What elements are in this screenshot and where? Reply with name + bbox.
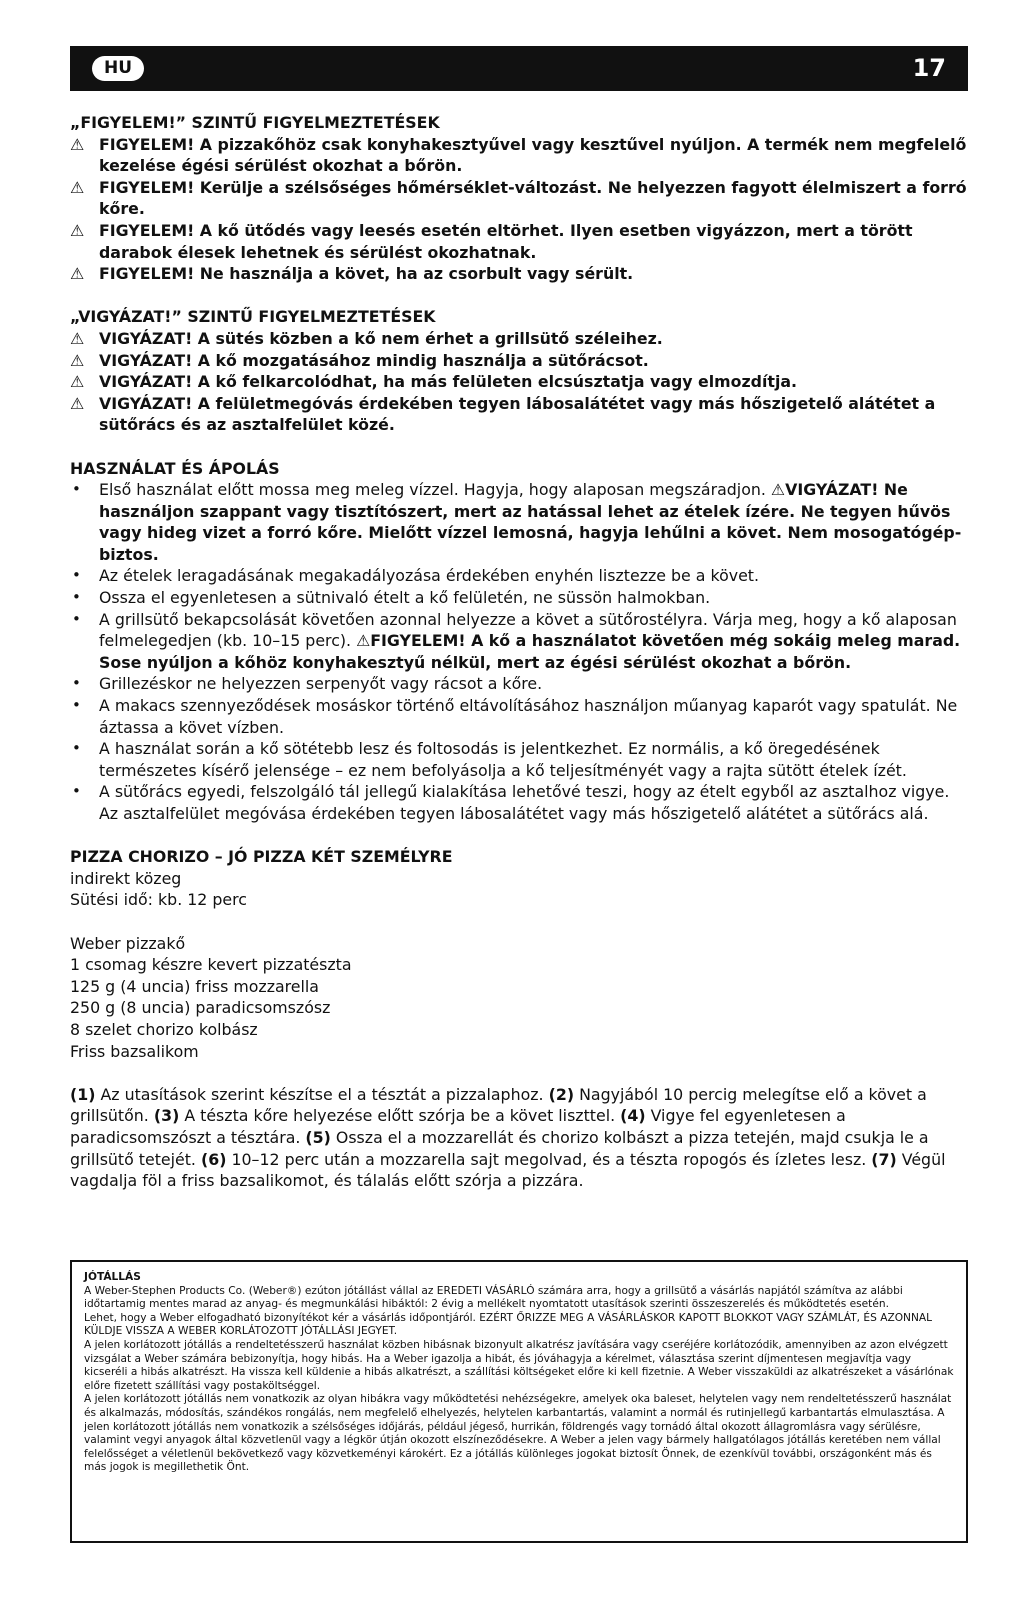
caution-section-title: „VIGYÁZAT!” SZINTŰ FIGYELMEZTETÉSEK — [70, 307, 436, 327]
page-number: 17 — [912, 54, 946, 82]
ingredient-item: Friss bazsalikom — [70, 1041, 199, 1061]
warranty-paragraph: Lehet, hogy a Weber elfogadható bizonyítékot kér a vásárlás időpontjáról. EZÉRT ŐRIZZE MEG A VÁSÁRLÁSKOR KAPOTT BLOKKOT VAGY SZÁMLÁT, ÉS AZONNAL KÜLDJE VISSZA A WEBER KORLÁTOZOTT JÓTÁLLÁSI JEGYET. — [84, 1311, 933, 1338]
list-item: • Az ételek leragadásának megakadályozása érdekében enyhén lisztezze be a követ. — [72, 566, 760, 586]
warning-triangle-icon: ⚠ — [70, 264, 85, 284]
step-number: (2) — [548, 1084, 575, 1104]
warranty-paragraph: A jelen korlátozott jótállás nem vonatkozik az olyan hibákra vagy működtetési nehézségekre, amelyek oka baleset, helytelen vagy nem rendeltetésszerű használat és alkalmazás, módosítás, szándékos rongálás, nem megfelelő elhelyezés, helytelen karbantartás, valamint a normál és rutinjellegű karbantartás elmulasztása. A jelen korlátozott jótállás nem vonatkozik a szélsőséges időjárás, például jégeső, hurrikán, földrengés vagy tornádó által okozott állagromlásra vagy sérülésre, valamint vegyi anyagok által közvetlenül vagy a légkör útján okozott elszíneződésekre. A Weber a jelen vagy bármely hallgatólagos jótállás keretében nem vállal felelősséget a véletlenül bekövetkező vagy közvetkeményi károkért. Ez a jótállás különleges jogokat biztosít Önnek, de ezenkívül további, országonként más és más jogok is megillethetik Önt. — [84, 1393, 952, 1474]
list-item: • Ossza el egyenletesen a sütnivaló ételt a kő felületén, ne süssön halmokban. — [72, 588, 711, 608]
caution-item: ⚠ VIGYÁZAT! A kő felkarcolódhat, ha más felületen elcsúsztatja vagy elmozdítja. — [70, 372, 798, 392]
warning-triangle-icon: ⚠ — [70, 134, 85, 154]
warning-triangle-icon: ⚠ — [70, 328, 85, 348]
ingredient-item: 125 g (4 uncia) friss mozzarella — [70, 976, 319, 996]
caution-item: ⚠ VIGYÁZAT! A sütés közben a kő nem érhet a grillsütő széleihez. — [70, 328, 663, 348]
step-number: (5) — [305, 1127, 331, 1147]
warranty-title: JÓTÁLLÁS — [84, 1271, 141, 1283]
warranty-paragraph: A jelen korlátozott jótállás a rendeltetésszerű használat közben hibásnak bizonyult alkatrész javítására vagy cseréjére korlátozódik, amennyiben az azon elvégzett vizsgálat a Weber számára bebizonyítja, hogy hibás. Ha a Weber igazolja a hibát, és jóváhagyja a kérelmet, választása szerint díjmentesen megjavítja vagy kicseréli a hibás alkatrészt. Ha vissza kell küldenie a hibás alkatrészt, a szállítási költségeket előre ki kell fizetnie. A Weber visszaküldi az alkatrészeket a vásárlónak előre fizetett szállítási vagy postaköltséggel. — [84, 1338, 954, 1392]
step-number: (1) — [70, 1084, 96, 1104]
step-text: Vigye fel egyenletesen a paradicsomszószt a tésztára. — [70, 1106, 846, 1147]
step-number: (6) — [200, 1149, 227, 1169]
list-item: • A használat során a kő sötétebb lesz és foltosodás is jelentkezhet. Ez normális, a kő öregedésének természetes kísérő jelensége – ez nem befolyásolja a kő teljesítményét vagy a rajta sütött ételek ízét. — [72, 739, 907, 780]
ingredient-item: Weber pizzakő — [70, 933, 186, 953]
warning-triangle-icon: ⚠ — [70, 350, 85, 370]
recipe-time: Sütési idő: kb. 12 perc — [70, 890, 247, 910]
step-text: Ossza el a mozzarellát és chorizo kolbászt a pizza tetején, majd csukja le a grillsütő tetejét. — [70, 1127, 929, 1169]
list-item: • A makacs szennyeződések mosáskor történő eltávolításához használjon műanyag kaparót vagy spatulát. Ne áztassa a követ vízben. — [72, 696, 958, 737]
bullet-icon: • — [72, 696, 81, 715]
care-list — [70, 479, 968, 825]
ingredient-item: 8 szelet chorizo kolbász — [70, 1019, 258, 1039]
page-header — [70, 46, 968, 91]
ingredient-item: 1 csomag készre kevert pizzatészta — [70, 955, 352, 975]
recipe-method: indirekt közeg — [70, 868, 182, 888]
bullet-icon: • — [72, 674, 81, 693]
bullet-icon: • — [72, 480, 81, 499]
warning-item: ⚠ FIGYELEM! Ne használja a követ, ha az csorbult vagy sérült. — [70, 264, 634, 284]
warning-triangle-icon: ⚠ — [770, 480, 786, 500]
ingredient-item: 250 g (8 uncia) paradicsomszósz — [70, 998, 331, 1018]
bullet-icon: • — [72, 609, 81, 628]
step-text: 10–12 perc után a mozzarella sajt megolvad, és a tészta ropogós és ízletes lesz. — [226, 1149, 872, 1169]
recipe-steps — [70, 1084, 968, 1192]
bullet-icon: • — [72, 566, 81, 585]
warranty-box — [70, 1260, 968, 1543]
step-number: (3) — [153, 1106, 180, 1126]
care-section-title: HASZNÁLAT ÉS ÁPOLÁS — [70, 458, 280, 478]
caution-item: ⚠ VIGYÁZAT! A kő mozgatásához mindig használja a sütőrácsot. — [70, 350, 649, 370]
list-item: • A grillsütő bekapcsolását követően azonnal helyezze a követ a sütőrostélyra. Várja meg, hogy a kő alaposan felmelegedjen (kb. 10–15 perc). ⚠FIGYELEM! A kő a használatot követően még sokáig meleg marad. Sose nyúljon a kőhöz konyhakesztyű nélkül, mert az égési sérülést okozhat a bőrön. — [72, 609, 961, 672]
warranty-paragraph: A Weber-Stephen Products Co. (Weber®) ezúton jótállást vállal az EREDETI VÁSÁRLÓ számára arra, hogy a grillsütő a vásárlás napjától számítva az alábbi időtartamig mentes marad az anyag- és megmunkálási hibáktól: 2 évig a mellékelt nyomtatott utasítások szerinti összeszerelés és működtetés esetén. — [84, 1284, 903, 1311]
list-item: • Első használat előtt mossa meg meleg vízzel. Hagyja, hogy alaposan megszáradjon. ⚠VIGYÁZAT! Ne használjon szappant vagy tisztítószert, mert az hatással lehet az ételek ízére. Ne tegyen hűvös vagy hideg vizet a forró kőre. Mielőtt vízzel lemosná, hagyja lehűlni a követ. Nem mosogatógép-biztos. — [72, 480, 962, 564]
language-badge: HU — [92, 56, 144, 81]
warning-triangle-icon: ⚠ — [70, 177, 85, 197]
step-text: Az utasítások szerint készítse el a tésztát a pizzalaphoz. — [95, 1084, 549, 1104]
step-number: (4) — [620, 1106, 646, 1126]
warning-item: ⚠ FIGYELEM! Kerülje a szélsőséges hőmérséklet-változást. Ne helyezzen fagyott élelmiszert a forró kőre. — [70, 177, 967, 219]
warning-item: ⚠ FIGYELEM! A kő ütődés vagy leesés esetén eltörhet. Ilyen esetben vigyázzon, mert a törött darabok élesek lehetnek és sérülést okozhatnak. — [70, 220, 913, 262]
warning-section-title: „FIGYELEM!” SZINTŰ FIGYELMEZTETÉSEK — [70, 113, 440, 132]
main-content — [70, 112, 968, 1192]
list-item: • Grillezéskor ne helyezzen serpenyőt vagy rácsot a kőre. — [72, 674, 543, 694]
warning-triangle-icon: ⚠ — [70, 372, 85, 392]
warning-triangle-icon: ⚠ — [356, 631, 371, 651]
step-text: A tészta kőre helyezése előtt szórja be a követ liszttel. — [179, 1106, 621, 1126]
warning-triangle-icon: ⚠ — [70, 393, 85, 413]
step-text: Végül vagdalja föl a friss bazsalikomot, és tálalás előtt szórja a pizzára. — [70, 1149, 946, 1191]
bullet-icon: • — [72, 588, 81, 607]
recipe-title: PIZZA CHORIZO – JÓ PIZZA KÉT SZEMÉLYRE — [70, 847, 453, 867]
step-number: (7) — [871, 1149, 897, 1169]
warning-item: ⚠ FIGYELEM! A pizzakőhöz csak konyhakesztyűvel vagy kesztűvel nyúljon. A termék nem megfelelő kezelése égési sérülést okozhat a bőrön. — [70, 134, 967, 176]
warning-triangle-icon: ⚠ — [70, 220, 85, 240]
step-text: Nagyjából 10 percig melegítse elő a követ a grillsütőn. — [70, 1084, 927, 1126]
ingredient-list — [70, 933, 968, 1063]
bullet-icon: • — [72, 739, 81, 758]
caution-item: ⚠ VIGYÁZAT! A felületmegóvás érdekében tegyen lábosalátétet vagy más hőszigetelő alátétet a sütőrács és az asztalfelület közé. — [70, 393, 936, 435]
list-item: • A sütőrács egyedi, felszolgáló tál jellegű kialakítása lehetővé teszi, hogy az ételt egyből az asztalhoz vigye. Az asztalfelület megóvása érdekében tegyen lábosalátétet vagy más hőszigetelő alátétet a sütőrács alá. — [72, 782, 950, 823]
bullet-icon: • — [72, 782, 81, 801]
